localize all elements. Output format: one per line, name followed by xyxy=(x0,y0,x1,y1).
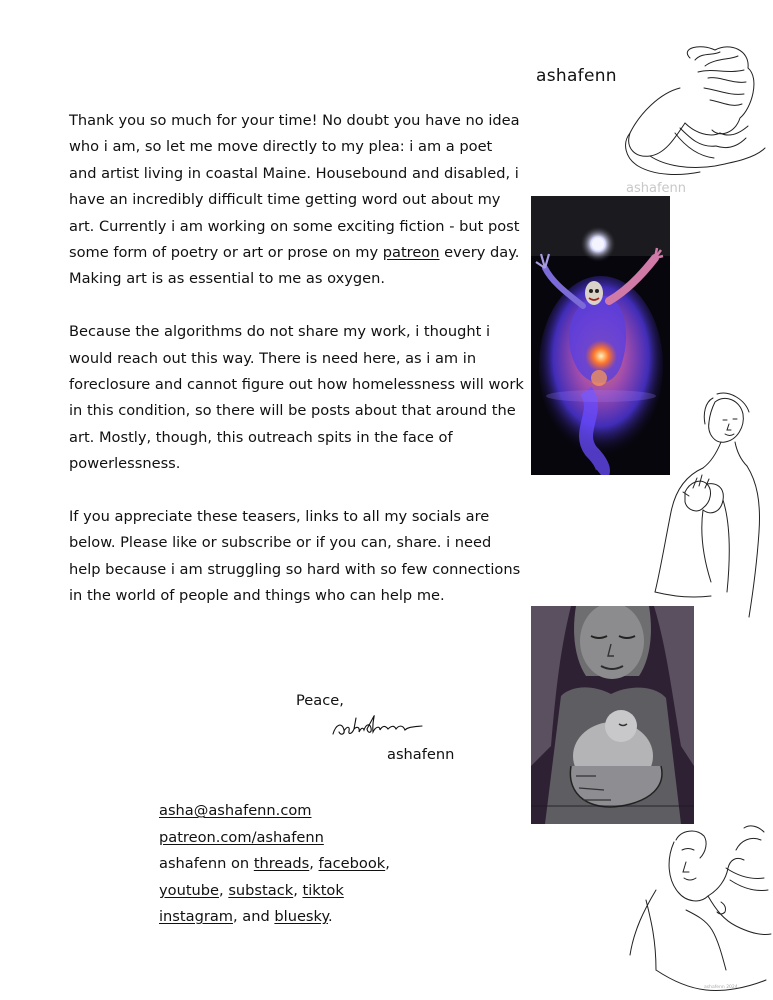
period: . xyxy=(328,908,333,925)
separator: , xyxy=(385,855,390,872)
letter-paragraph-3: If you appreciate these teasers, links to all my socials are below. Please like or subscribe or if you can, share. i need help because i am struggling so hard with so few connections in the world of people and things who can help me. xyxy=(69,508,521,605)
letter-paragraph-1 xyxy=(69,108,524,293)
threads-link[interactable]: threads xyxy=(253,855,310,872)
handwritten-signature xyxy=(330,712,425,742)
socials-prefix: ashafenn on xyxy=(159,855,254,872)
art-watermark: ashafenn xyxy=(626,181,686,196)
patreon-inline-link[interactable]: patreon xyxy=(382,244,440,262)
patreon-link[interactable]: patreon.com/ashafenn xyxy=(159,828,324,846)
facebook-link[interactable]: facebook xyxy=(318,855,386,872)
separator: , and xyxy=(233,908,275,925)
sketch-faces-drawing xyxy=(626,820,773,995)
separator: , xyxy=(219,881,229,899)
tiktok-link[interactable]: tiktok xyxy=(302,881,344,899)
contact-line-socials-1 xyxy=(159,851,390,878)
contact-line-socials-2 xyxy=(159,878,390,905)
p1-text-start: Thank you so much for your time! No doubt you have no idea who i am, so let me move directly to my plea: i am a poet and artist living in coastal Maine. Housebound and disabled, i have an incredibly difficult time getting word out about my art. Currently i am working on some exciting fiction - but post some form of poetry or art or prose on my xyxy=(69,112,520,262)
signature-name: ashafenn xyxy=(387,746,455,763)
contact-links xyxy=(159,798,390,931)
email-link[interactable]: asha@ashafenn.com xyxy=(159,802,312,819)
letter-paragraph-2: Because the algorithms do not share my work, i thought i would reach out this way. There is need here, as i am in foreclosure and cannot figure out how homelessness will work in this condition, so there will be posts about that around the art. Mostly, though, this outreach spits in the face of powerlessness. xyxy=(69,323,524,473)
header-name: ashafenn xyxy=(536,66,617,86)
substack-link[interactable]: substack xyxy=(228,881,294,899)
separator: , xyxy=(293,881,303,899)
sketch-embracing-arms-drawing xyxy=(620,38,770,178)
bluesky-link[interactable]: bluesky xyxy=(274,908,329,925)
contact-line-patreon xyxy=(159,825,390,852)
separator: , xyxy=(309,855,319,872)
contact-line-socials-3 xyxy=(159,904,390,931)
p1-text-end: every day. Making art is as essential to me as oxygen. xyxy=(69,244,520,288)
signoff-closing: Peace, xyxy=(296,692,344,709)
instagram-link[interactable]: instagram xyxy=(159,908,233,925)
sketch-woman-figure-drawing xyxy=(645,392,767,622)
contact-line-email xyxy=(159,798,390,825)
painting-mother-child-image xyxy=(531,606,694,824)
letter-body xyxy=(69,108,524,610)
tiny-art-credit: ashafenn 2024 xyxy=(704,985,738,990)
youtube-link[interactable]: youtube xyxy=(159,881,220,899)
